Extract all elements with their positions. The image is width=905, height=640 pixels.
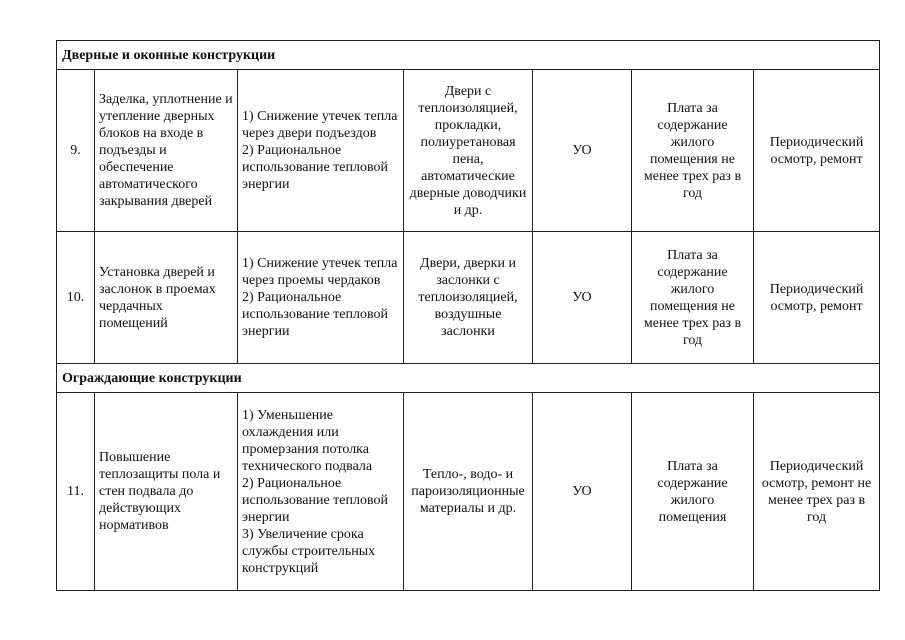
frequency-cell: Периодический осмотр, ремонт не менее трех раз в год bbox=[754, 393, 880, 591]
table-row bbox=[57, 70, 880, 232]
executor-cell: УО bbox=[533, 70, 632, 232]
materials-cell: Тепло-, водо- и пароизоляционные материалы и др. bbox=[404, 393, 533, 591]
frequency-cell: Периодический осмотр, ремонт bbox=[754, 70, 880, 232]
effect-cell: 1) Уменьшение охлаждения или промерзания потолка технического подвала 2) Рациональное использование тепловой энергии 3) Увеличение срока службы строительных конструкций bbox=[238, 393, 404, 591]
section-title: Дверные и оконные конструкции bbox=[57, 41, 880, 70]
effect-cell: 1) Снижение утечек тепла через двери подъездов 2) Рациональное использование тепловой энергии bbox=[238, 70, 404, 232]
frequency-cell: Периодический осмотр, ремонт bbox=[754, 232, 880, 364]
funding-cell: Плата за содержание жилого помещения bbox=[632, 393, 754, 591]
executor-cell: УО bbox=[533, 232, 632, 364]
materials-cell: Двери, дверки и заслонки с теплоизоляцией, воздушные заслонки bbox=[404, 232, 533, 364]
materials-cell: Двери с теплоизоляцией, прокладки, полиуретановая пена, автоматические дверные доводчики и др. bbox=[404, 70, 533, 232]
measures-table bbox=[56, 40, 880, 591]
measure-cell: Установка дверей и заслонок в проемах чердачных помещений bbox=[95, 232, 238, 364]
measure-cell: Повышение теплозащиты пола и стен подвала до действующих нормативов bbox=[95, 393, 238, 591]
measure-cell: Заделка, уплотнение и утепление дверных блоков на входе в подъезды и обеспечение автоматического закрывания дверей bbox=[95, 70, 238, 232]
funding-cell: Плата за содержание жилого помещения не менее трех раз в год bbox=[632, 232, 754, 364]
section-header-row bbox=[57, 364, 880, 393]
executor-cell: УО bbox=[533, 393, 632, 591]
row-number: 9. bbox=[57, 70, 95, 232]
section-title: Ограждающие конструкции bbox=[57, 364, 880, 393]
table-row bbox=[57, 232, 880, 364]
row-number: 10. bbox=[57, 232, 95, 364]
effect-cell: 1) Снижение утечек тепла через проемы чердаков 2) Рациональное использование тепловой энергии bbox=[238, 232, 404, 364]
funding-cell: Плата за содержание жилого помещения не менее трех раз в год bbox=[632, 70, 754, 232]
table-row bbox=[57, 393, 880, 591]
section-header-row bbox=[57, 41, 880, 70]
row-number: 11. bbox=[57, 393, 95, 591]
